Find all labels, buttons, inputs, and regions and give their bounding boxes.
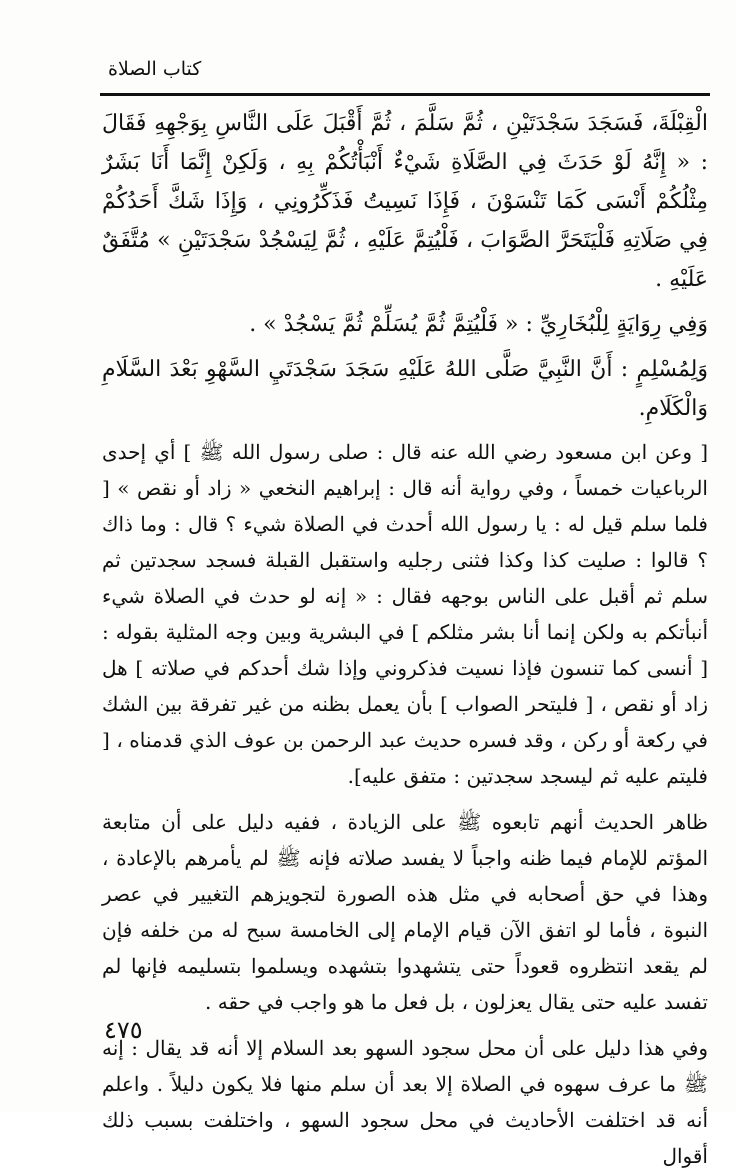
commentary-paragraph-1: ظاهر الحديث أنهم تابعوه ﷺ على الزيادة ، ففيه دليل على أن متابعة المؤتم للإمام فيما ظنه واجباً لا يفسد صلاته فإنه ﷺ لم يأمرهم بالإعادة ، وهذا في حق أصحابه في مثل هذه الصورة لتجويزهم التغيير في عصر النبوة ، فأما لو اتفق الآن قيام الإمام إلى الخامسة سبح له من خلفه فإن لم يقعد انتظروه قعوداً حتى يتشهدوا بتشهده ويسلموا بتسليمه فإنها لم تفسد عليه حتى يقال يعزلون ، بل فعل ما هو واجب في حقه . xyxy=(102,810,708,1014)
hadith-muslim-variant: وَلِمُسْلِمٍ : أَنَّ النَّبِيَّ صَلَّى اللهُ عَلَيْهِ سَجَدَ سَجْدَتَيِ السَّهْوِ بَعْدَ السَّلَامِ وَالْكَلَامِ. xyxy=(102,357,708,421)
commentary-paragraph-2: وفي هذا دليل على أن محل سجود السهو بعد السلام إلا أنه قد يقال : إنه ﷺ ما عرف سهوه في الصلاة إلا بعد أن سلم منها فلا يكون دليلاً . واعلم أنه قد اختلفت الأحاديث في محل سجود السهو ، واختلفت بسبب ذلك أقوال xyxy=(102,1036,708,1168)
hadith-main-text: الْقِبْلَةَ، فَسَجَدَ سَجْدَتَيْنِ ، ثُمَّ سَلَّمَ ، ثُمَّ أَقْبَلَ عَلَى النَّاسِ بِوَجْهِهِ فَقَالَ : « إِنَّهُ لَوْ حَدَثَ فِي الصَّلَاةِ شَيْءٌ أَنْبَأْتُكُمْ بِهِ ، وَلَكِنْ إِنَّمَا أَنَا بَشَرٌ مِثْلُكُمْ أَنْسَى كَمَا تَنْسَوْنَ ، فَإِذَا نَسِيتُ فَذَكِّرُونِي ، وَإِذَا شَكَّ أَحَدُكُمْ فِي صَلَاتِهِ فَلْيَتَحَرَّ الصَّوَابَ ، فَلْيُتِمَّ عَلَيْهِ ، ثُمَّ لِيَسْجُدْ سَجْدَتَيْنِ » مُتَّفَقٌ عَلَيْهِ . xyxy=(102,111,708,292)
page-body xyxy=(102,104,708,1174)
header-divider xyxy=(100,93,710,96)
spacer xyxy=(102,794,708,804)
page-number: ٤٧٥ xyxy=(104,1016,143,1044)
running-header-title: كتاب الصلاة xyxy=(108,58,202,80)
hadith-bukhari-variant: وَفِي رِوَايَةٍ لِلْبُخَارِيِّ : « فَلْيُتِمَّ ثُمَّ يُسَلِّمْ ثُمَّ يَسْجُدْ » . xyxy=(249,312,708,337)
explanation-paragraph: [ وعن ابن مسعود رضي الله عنه قال : صلى رسول الله ﷺ ] أي إحدى الرباعيات خمساً ، وفي رواية أنه قال : إبراهيم النخعي « زاد أو نقص » [ فلما سلم قيل له : يا رسول الله أحدث في الصلاة شيء ؟ قال : وما ذاك ؟ قالوا : صليت كذا وكذا فثنى رجليه واستقبل القبلة فسجد سجدتين ثم سلم ثم أقبل على الناس بوجهه فقال : « إنه لو حدث في الصلاة شيء أنبأتكم به ولكن إنما أنا بشر مثلكم ] في البشرية وبين وجه المثلية بقوله : [ أنسى كما تنسون فإذا نسيت فذكروني وإذا شك أحدكم في صلاته ] هل زاد أو نقص ، [ فليتحر الصواب ] بأن يعمل بظنه من غير تفرقة بين الشك في ركعة أو ركن ، وقد فسره حديث عبد الرحمن بن عوف الذي قدمناه ، [ فليتم عليه ثم ليسجد سجدتين : متفق عليه]. xyxy=(102,440,708,788)
spacer xyxy=(102,1020,708,1030)
